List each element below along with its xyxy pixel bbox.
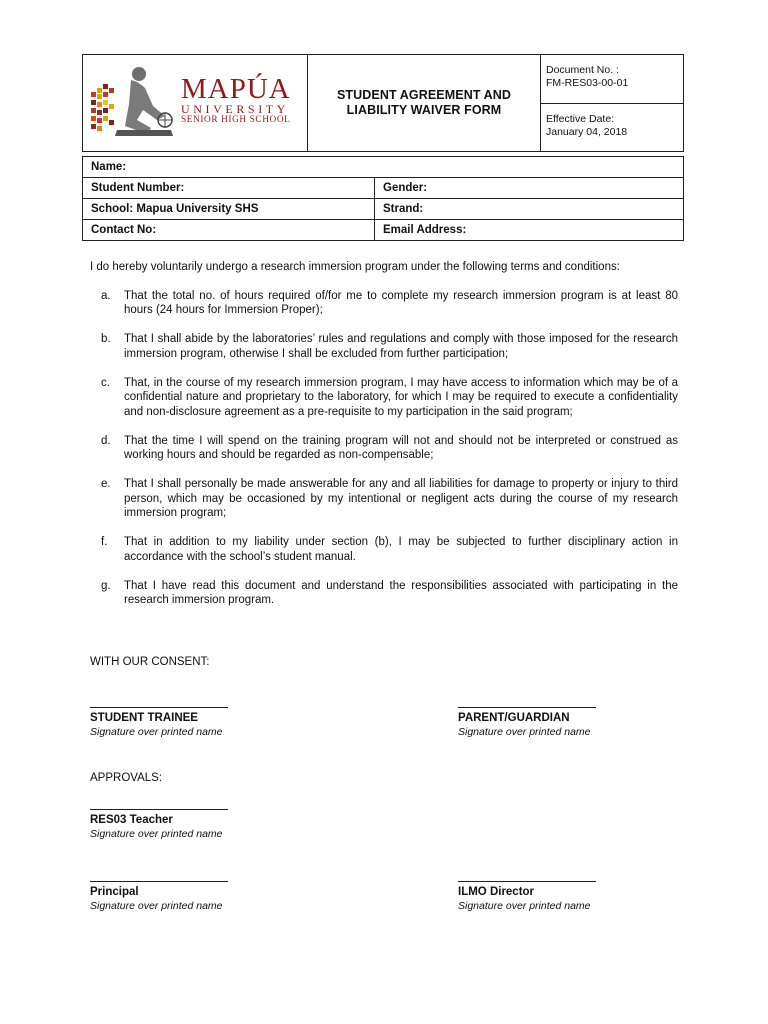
list-item: [90, 535, 678, 564]
effective-date-label: Effective Date:: [546, 112, 615, 125]
principal-signature-block: [90, 880, 228, 913]
form-title-cell: [308, 55, 541, 151]
term-text: That the total no. of hours required of/for me to complete my research immersion program is at least 80 hours (24 hours for Immersion Proper);: [124, 289, 678, 316]
signature-line[interactable]: [90, 706, 228, 708]
term-marker: e.: [101, 478, 111, 490]
effective-date-box: [541, 104, 683, 152]
parent-guardian-label: PARENT/GUARDIAN: [458, 712, 570, 724]
signature-line[interactable]: [458, 706, 596, 708]
term-marker: c.: [101, 376, 110, 389]
agreement-body: [90, 260, 678, 622]
logo-name-big: MAPÚA: [181, 73, 291, 105]
consent-label: WITH OUR CONSENT:: [90, 656, 210, 668]
list-item: [90, 289, 678, 318]
gender-field[interactable]: Gender:: [375, 178, 684, 199]
document-number-label: Document No. :: [546, 64, 619, 76]
list-item: [90, 332, 678, 361]
signature-caption: Signature over printed name: [90, 900, 223, 912]
table-row: [83, 199, 684, 220]
document-meta-cell: [541, 55, 683, 151]
strand-field[interactable]: Strand:: [375, 199, 684, 220]
mapua-logo-icon: [87, 58, 183, 150]
term-marker: d.: [101, 434, 111, 447]
ilmo-director-label: ILMO Director: [458, 886, 535, 898]
term-text: That I have read this document and understand the responsibilities associated with participating in the research immersion program.: [124, 579, 678, 606]
school-field[interactable]: School: Mapua University SHS: [83, 199, 375, 220]
list-item: [90, 434, 678, 463]
ilmo-signature-block: [458, 880, 596, 913]
term-marker: b.: [101, 333, 111, 345]
teacher-label: RES03 Teacher: [90, 814, 173, 826]
form-title-line1: STUDENT AGREEMENT AND: [336, 88, 512, 102]
term-text: That, in the course of my research immersion program, I may have access to information which may be of a confidential nature and proprietary to the laboratory, for which I may be required to execute a confidentiality and non-disclosure agreement as a pre-requisite to my participation in the said program;: [124, 376, 678, 418]
table-row: [83, 157, 684, 178]
term-text: That the time I will spend on the training program will not and should not be interpreted or construed as working hours and should be regarded as non-compensable;: [124, 434, 678, 461]
form-title-line2: LIABILITY WAIVER FORM: [346, 103, 502, 117]
name-field[interactable]: Name:: [83, 157, 684, 178]
logo-wordmark: [181, 73, 291, 126]
student-trainee-label: STUDENT TRAINEE: [90, 712, 198, 724]
effective-date-value: January 04, 2018: [546, 125, 628, 138]
logo-name-school: SENIOR HIGH SCHOOL: [181, 115, 291, 125]
student-number-field[interactable]: Student Number:: [83, 178, 375, 199]
term-marker: g.: [101, 579, 111, 592]
signature-caption: Signature over printed name: [90, 828, 223, 840]
list-item: [90, 579, 678, 608]
signature-line[interactable]: [90, 808, 228, 810]
email-field[interactable]: Email Address:: [375, 220, 684, 241]
term-text: That I shall abide by the laboratories’ rules and regulations and comply with those imposed for the research immersion program, otherwise I shall be excluded from further participation;: [124, 333, 678, 360]
teacher-signature-block: [90, 808, 228, 841]
term-marker: a.: [101, 289, 111, 302]
term-marker: f.: [101, 536, 108, 548]
document-number-box: [541, 55, 683, 104]
document-number-value: FM-RES03-00-01: [546, 77, 629, 89]
term-text: That in addition to my liability under section (b), I may be subjected to further disciplinary action in accordance with the school’s student manual.: [124, 536, 678, 563]
signature-caption: Signature over printed name: [90, 726, 223, 738]
signature-line[interactable]: [90, 880, 228, 882]
document-header: [82, 54, 684, 152]
logo-name-university: UNIVERSITY: [181, 102, 289, 116]
table-row: [83, 220, 684, 241]
signature-caption: Signature over printed name: [458, 726, 591, 738]
intro-paragraph: I do hereby voluntarily undergo a research immersion program under the following terms and conditions:: [90, 261, 620, 273]
student-info-table: [82, 156, 684, 241]
list-item: [90, 477, 678, 521]
form-title: [337, 88, 511, 118]
parent-signature-block: [458, 706, 596, 739]
student-signature-block: [90, 706, 228, 739]
term-text: That I shall personally be made answerable for any and all liabilities for damage to property or injury to third person, which may be occasioned by my intentional or negligent acts during the course of my research immersion program;: [124, 478, 678, 519]
contact-field[interactable]: Contact No:: [83, 220, 375, 241]
logo-cell: [83, 55, 308, 151]
signature-line[interactable]: [458, 880, 596, 882]
principal-label: Principal: [90, 886, 139, 898]
signature-caption: Signature over printed name: [458, 900, 591, 912]
terms-list: [90, 289, 678, 608]
list-item: [90, 376, 678, 420]
table-row: [83, 178, 684, 199]
approvals-label: APPROVALS:: [90, 772, 163, 784]
